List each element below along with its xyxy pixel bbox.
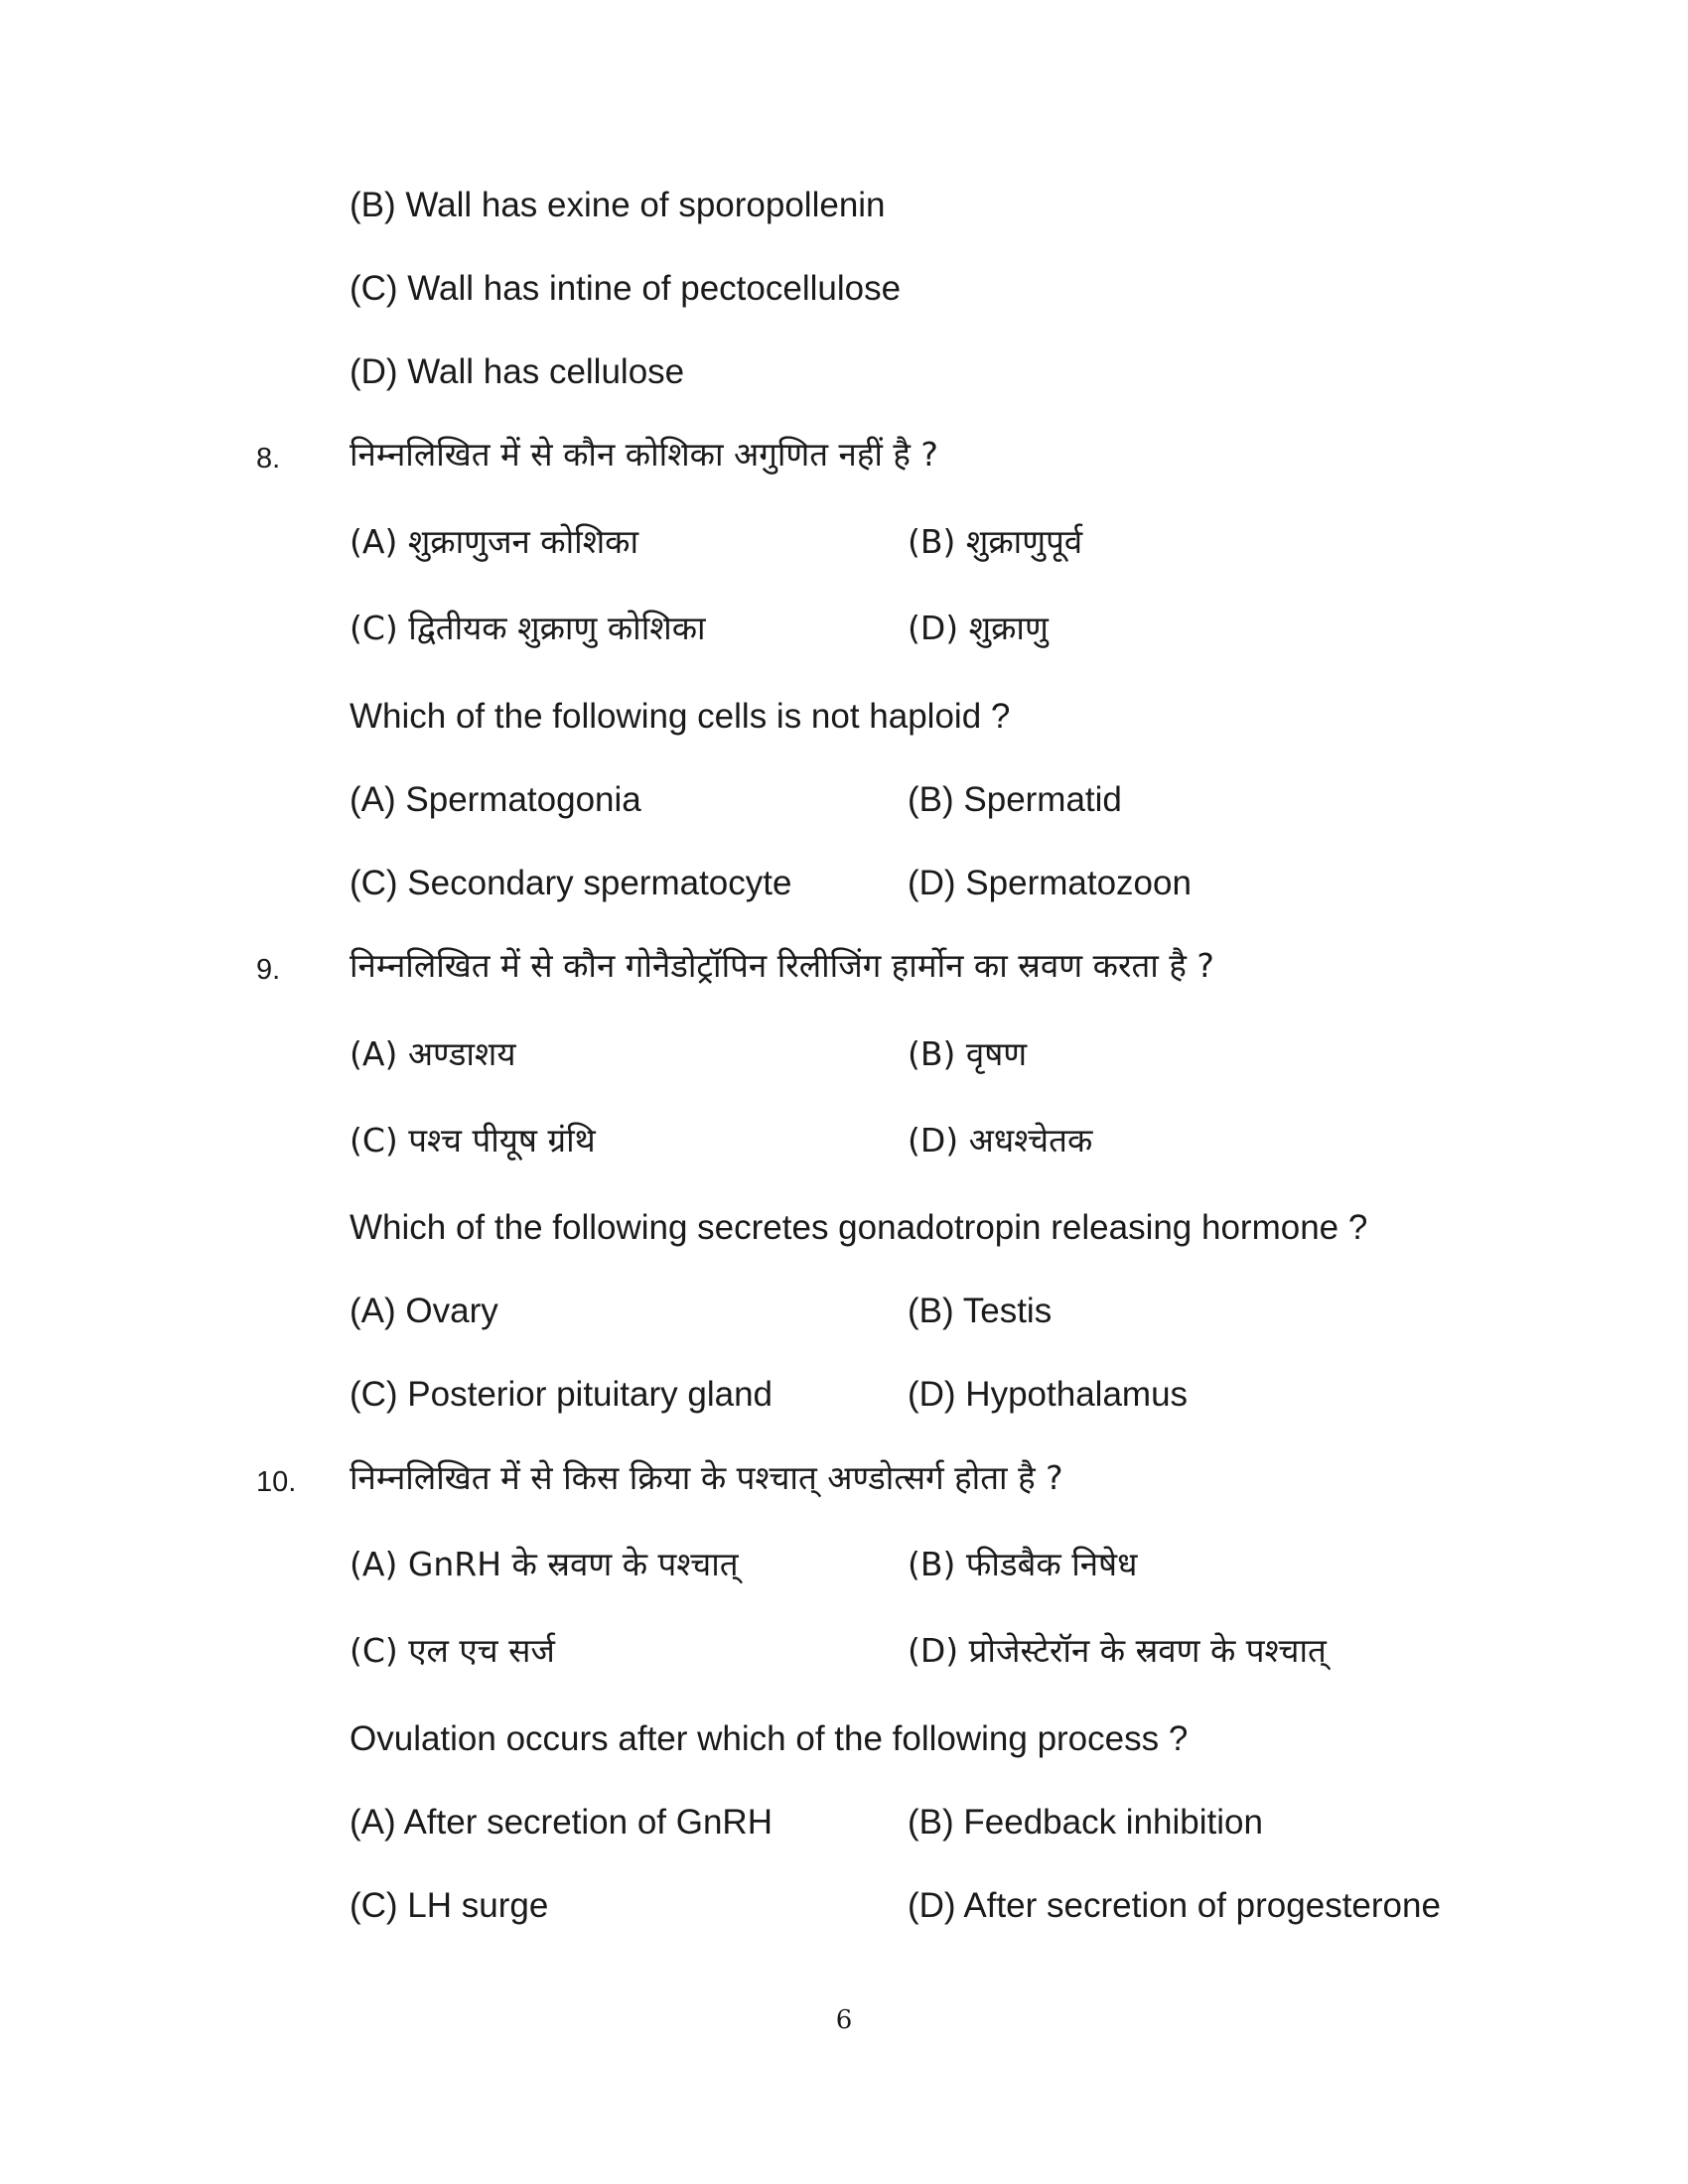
option-text: (C) Wall has intine of pectocellulose [350, 269, 902, 308]
option-text: (C) Secondary spermatocyte [350, 864, 792, 902]
question-text-english: Which of the following cells is not haploid ? [350, 697, 1011, 736]
option-text-hindi: (D) प्रोजेस्टेरॉन के स्रवण के पश्चात् [908, 1631, 1327, 1670]
option-text: (B) Feedback inhibition [908, 1803, 1263, 1842]
question-number: 10. [256, 1466, 297, 1498]
option-text: (D) Wall has cellulose [350, 352, 685, 391]
option-text: (C) LH surge [350, 1886, 549, 1925]
option-text: (D) Spermatozoon [908, 864, 1192, 902]
option-text: (B) Wall has exine of sporopollenin [350, 186, 886, 224]
question-text-hindi: निम्नलिखित में से कौन गोनैडोट्रॉपिन रिलीजिंग हार्मोन का स्रवण करता है ? [350, 946, 1214, 985]
question-number: 9. [256, 954, 281, 986]
option-text: (C) Posterior pituitary gland [350, 1375, 773, 1414]
option-text: (A) Spermatogonia [350, 780, 641, 819]
option-text-hindi: (A) अण्डाशय [350, 1034, 516, 1073]
option-text-hindi: (C) एल एच सर्ज [350, 1631, 555, 1670]
option-text-hindi: (B) फीडबैक निषेध [908, 1545, 1138, 1583]
option-text: (A) After secretion of GnRH [350, 1803, 773, 1842]
option-text-hindi: (C) पश्च पीयूष ग्रंथि [350, 1121, 596, 1160]
option-text: (A) Ovary [350, 1292, 498, 1330]
option-text: (B) Spermatid [908, 780, 1122, 819]
option-text: (B) Testis [908, 1292, 1053, 1330]
option-text: (D) After secretion of progesterone [908, 1886, 1441, 1925]
question-text-english: Ovulation occurs after which of the following process ? [350, 1719, 1189, 1758]
page-number: 6 [835, 2005, 853, 2035]
option-text: (D) Hypothalamus [908, 1375, 1189, 1414]
option-text-hindi: (C) द्वितीयक शुक्राणु कोशिका [350, 609, 706, 647]
question-text-hindi: निम्नलिखित में से किस क्रिया के पश्चात् अण्डोत्सर्ग होता है ? [350, 1458, 1063, 1497]
option-text-hindi: (D) शुक्राणु [908, 609, 1049, 647]
option-text-hindi: (B) शुक्राणुपूर्व [908, 522, 1083, 561]
question-text-english: Which of the following secretes gonadotropin releasing hormone ? [350, 1208, 1368, 1247]
option-text-hindi: (A) शुक्राणुजन कोशिका [350, 522, 639, 561]
option-text-hindi: (D) अधश्चेतक [908, 1121, 1093, 1160]
question-number: 8. [256, 443, 281, 475]
option-text-hindi: (B) वृषण [908, 1034, 1028, 1073]
question-text-hindi: निम्नलिखित में से कौन कोशिका अगुणित नहीं है ? [350, 435, 938, 474]
option-text-hindi: (A) GnRH के स्रवण के पश्चात् [350, 1545, 739, 1583]
